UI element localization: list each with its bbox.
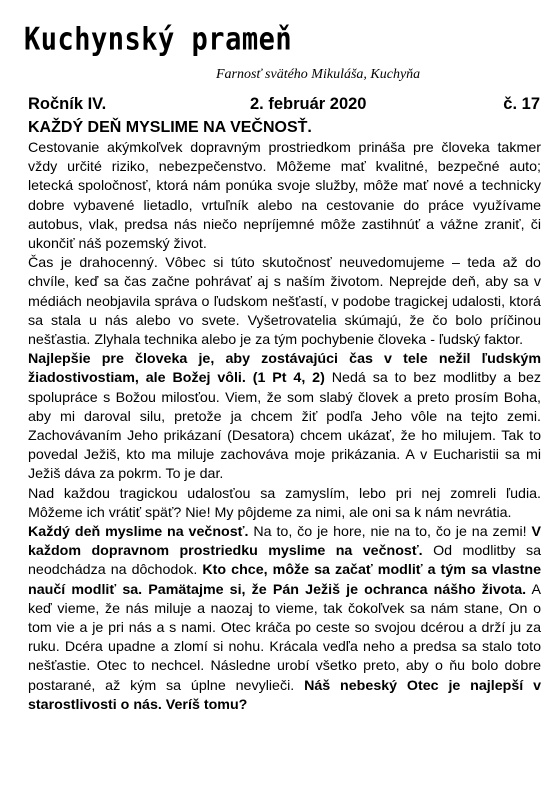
- issue-volume: Ročník IV.: [28, 95, 107, 113]
- paragraph-2: Čas je drahocenný. Vôbec si túto skutočnosť neuvedomujeme – teda až do chvíle, keď sa čas začne pohrávať aj s naším životom. Neprejde deň, aby sa v médiách neobjavila správa o ľudskom nešťastí, v podobe tragickej udalosti, ktorá sa stala u nás alebo vo svete. Vyšetrovatelia skúmajú, že čo bolo príčinou nešťastia. Zlyhala technika alebo je za tým pochybenie človeka - ľudský faktor.: [28, 255, 541, 349]
- article-headline: KAŽDÝ DEŇ MYSLIME NA VEČNOSŤ.: [28, 119, 312, 136]
- paragraph-5-text-2: Od modlitby sa neodchádza na dôchodok.: [28, 543, 542, 579]
- paragraph-5-emphasis-3: Kto chce, môže sa začať modliť a tým sa vlastne naučí modliť sa. Pamätajme si, že Pán Ježiš je ochranca nášho života.: [28, 562, 541, 598]
- paragraph-5: [28, 523, 541, 715]
- paragraph-5-emphasis-2: V každom dopravnom prostriedku myslime na večnosť.: [28, 524, 541, 560]
- paragraph-5-emphasis-1: Každý deň myslime na večnosť.: [28, 524, 249, 541]
- article-body: [28, 139, 541, 715]
- paragraph-5-text-1: Na to, čo je hore, nie na to, čo je na zemi!: [248, 524, 532, 541]
- paragraph-1: Cestovanie akýmkoľvek dopravným prostriedkom prináša pre človeka takmer vždy určité riziko, nebezpečenstvo. Môžeme mať kvalitné, bezpečné auto; letecká spoločnosť, ktorá nám ponúka svoje služby, môže mať nové a technicky dobre vybavené lietadlo, vrtuľník alebo na cestovanie do práce využívame autobus, vlak, predsa nás niečo nepríjemné môže zastihnúť a vážne zraniť, či ukončiť náš pozemský život.: [28, 140, 541, 253]
- paragraph-4: Nad každou tragickou udalosťou sa zamyslím, lebo pri nej zomreli ľudia. Môžeme ich vrátiť späť? Nie! My pôjdeme za nimi, ale oni sa k nám nevrátia.: [28, 485, 541, 521]
- paragraph-3-text: Nedá sa to bez modlitby a bez spolupráce s Božou milosťou. Viem, že som slabý človek a preto prosím Boha, aby mi daroval silu, pretože ja chcem žiť podľa Jeho vôle na tejto zemi. Zachovávaním Jeho prikázaní (Desatora) chcem ukázať, že ho milujem. Tak to povedal Ježiš, kto ma miluje zachováva moje prikázania. A v Eucharistii sa mi Ježiš dáva za pokrm. To je dar.: [28, 370, 541, 483]
- paragraph-3: [28, 350, 541, 484]
- paragraph-3-emphasis: Najlepšie pre človeka je, aby zostávajúci čas v tele nežil ľudským žiadostivostiam, ale Božej vôli. (1 Pt 4, 2): [28, 351, 541, 387]
- issue-info: [28, 95, 540, 114]
- parish-subtitle: Farnosť svätého Mikuláša, Kuchyňa: [216, 67, 421, 82]
- issue-number: č. 17: [503, 95, 540, 113]
- newsletter-title: Kuchynský prameň: [24, 22, 293, 58]
- paragraph-5-emphasis-4: Náš nebeský Otec je najlepší v starostlivosti o nás. Veríš tomu?: [28, 677, 541, 713]
- issue-date: 2. február 2020: [250, 95, 367, 113]
- paragraph-5-text-3: A keď vieme, že nás miluje a naozaj to vieme, tak čokoľvek sa nám stane, On o tom vie a je pri nás a s nami. Otec kráča po ceste so svojou dcérou a drží ju za ruku. Dcéra upadne a zlomí si nohu. Krácala vedľa neho a predsa sa stalo toto nešťastie. Otec to nechcel. Následne urobí všetko preto, aby o ňu bolo dobre postarané, až kým sa úplne nevylieči.: [28, 581, 541, 694]
